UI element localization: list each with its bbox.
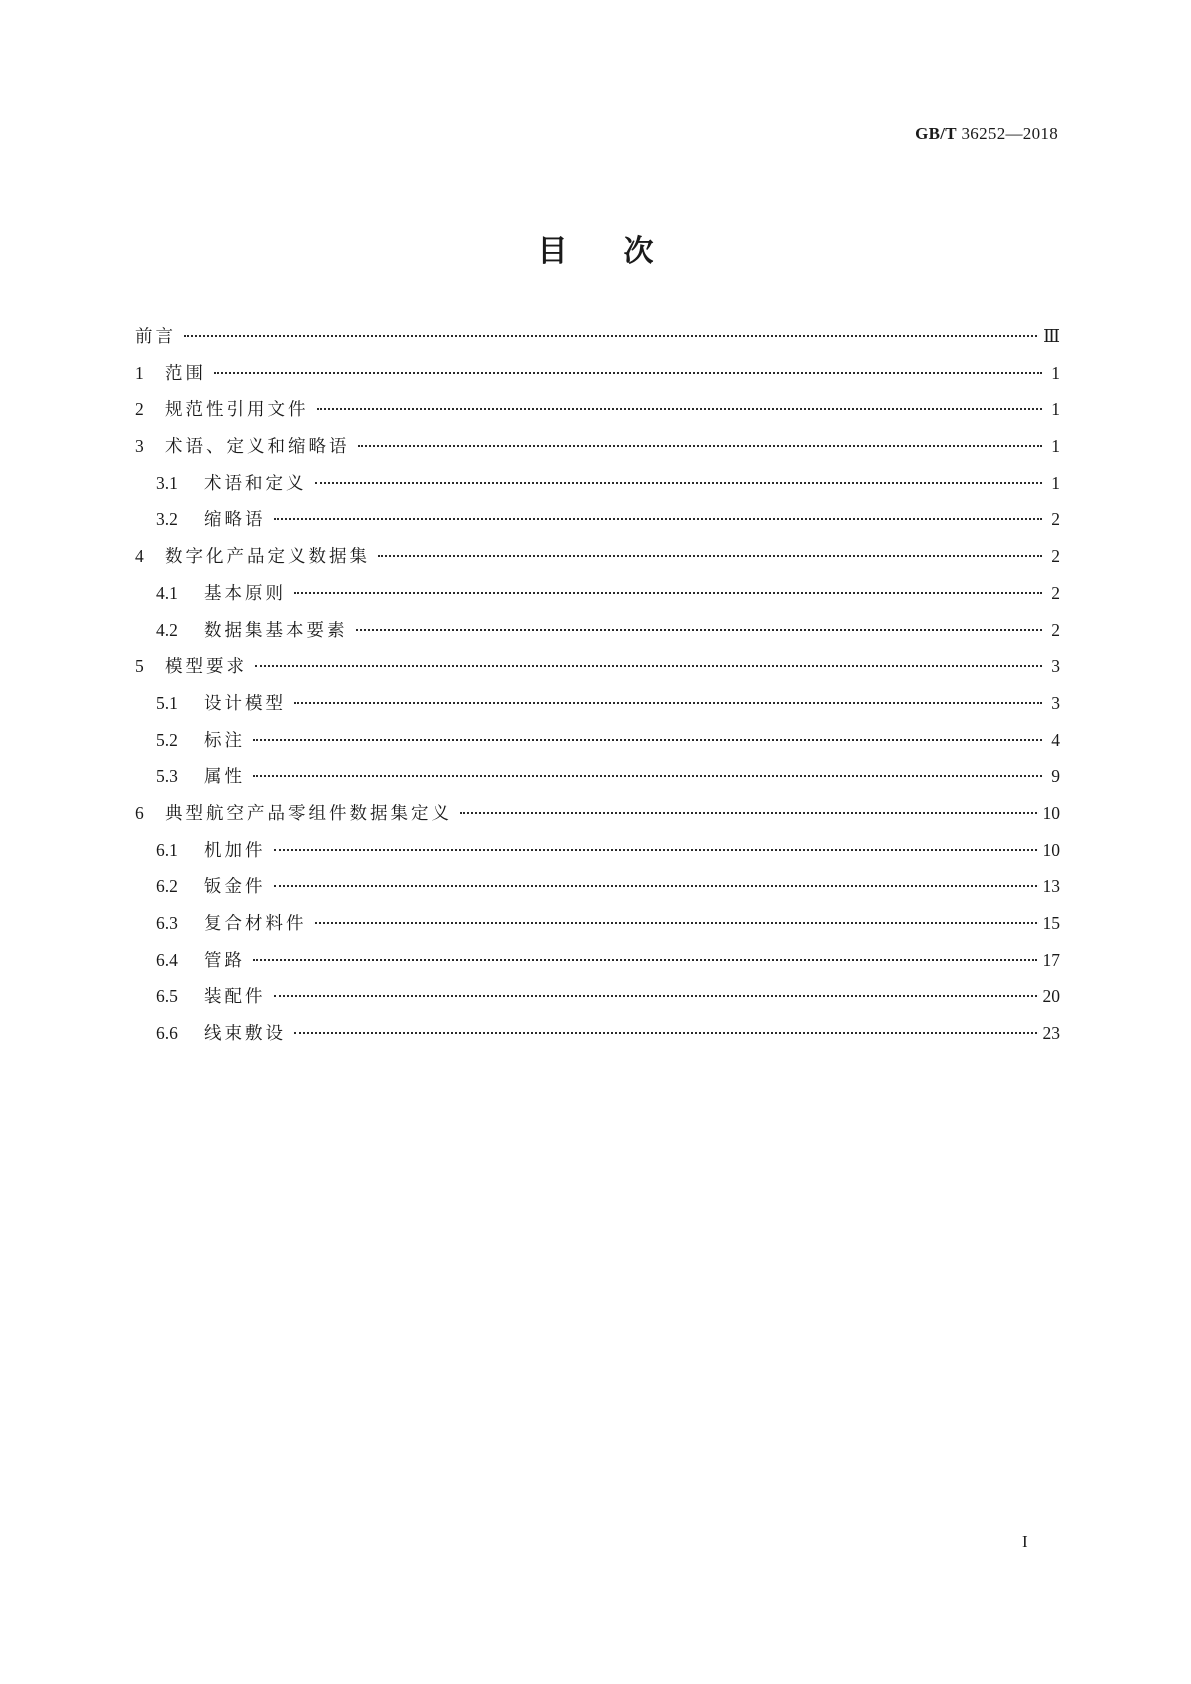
toc-entry-number: 1	[135, 362, 144, 383]
toc-dot-leader	[274, 995, 1037, 997]
toc-entry-number: 3.1	[156, 472, 178, 493]
toc-entry-number: 5.1	[156, 692, 178, 713]
toc-entry-page: 4	[1051, 729, 1060, 750]
toc-dot-leader	[378, 555, 1042, 557]
toc-entry-page: 23	[1042, 1023, 1060, 1044]
toc-dot-leader	[294, 1032, 1037, 1034]
toc-entry-label: 数据集基本要素	[204, 620, 348, 641]
toc-dot-leader	[184, 335, 1037, 337]
toc-entry-label: 范围	[165, 363, 206, 384]
toc-entry-page: 9	[1051, 766, 1060, 787]
toc-entry-label: 基本原则	[204, 583, 286, 604]
toc-entry-page: 2	[1051, 546, 1060, 567]
toc-dot-leader	[274, 849, 1037, 851]
standard-code-prefix: GB/T	[915, 124, 957, 143]
toc-entry-label: 钣金件	[204, 877, 266, 898]
toc-entry[interactable]	[135, 323, 1060, 360]
page-title: 目次	[537, 234, 710, 269]
toc-entry-page: 2	[1051, 619, 1060, 640]
toc-entry[interactable]	[135, 653, 1060, 690]
toc-entry-number: 4.1	[156, 582, 178, 603]
toc-entry-page: Ⅲ	[1043, 326, 1060, 346]
toc-entry-number: 5.3	[156, 766, 178, 787]
toc-entry-label: 前言	[135, 327, 176, 347]
toc-entry-page: 10	[1042, 839, 1060, 860]
toc-entry-label: 典型航空产品零组件数据集定义	[165, 803, 452, 824]
toc-dot-leader	[358, 445, 1043, 447]
toc-entry[interactable]	[135, 873, 1060, 910]
toc-entry-number: 5	[135, 656, 144, 677]
toc-entry-number: 3.2	[156, 509, 178, 530]
toc-entry-page: 1	[1051, 436, 1060, 457]
toc-entry-number: 6.4	[156, 949, 178, 970]
toc-entry[interactable]	[135, 837, 1060, 874]
toc-entry[interactable]	[135, 506, 1060, 543]
toc-dot-leader	[255, 665, 1042, 667]
toc-entry-page: 17	[1042, 949, 1060, 970]
toc-entry-label: 装配件	[204, 987, 266, 1008]
toc-entry-page: 1	[1051, 399, 1060, 420]
toc-entry[interactable]	[135, 1020, 1060, 1057]
toc-dot-leader	[294, 592, 1042, 594]
toc-entry-label: 线束敷设	[204, 1024, 286, 1045]
toc-entry-number: 6.5	[156, 986, 178, 1007]
toc-entry-page: 13	[1042, 876, 1060, 897]
toc-dot-leader	[253, 775, 1042, 777]
toc-entry[interactable]	[135, 983, 1060, 1020]
toc-entry[interactable]	[135, 800, 1060, 837]
toc-entry[interactable]	[135, 910, 1060, 947]
toc-entry-label: 设计模型	[204, 693, 286, 714]
toc-entry[interactable]	[135, 947, 1060, 984]
toc-dot-leader	[460, 812, 1037, 814]
toc-entry-number: 4	[135, 546, 144, 567]
toc-entry-page: 10	[1042, 802, 1060, 823]
toc-entry[interactable]	[135, 727, 1060, 764]
toc-entry[interactable]	[135, 470, 1060, 507]
toc-entry-number: 5.2	[156, 729, 178, 750]
toc-dot-leader	[294, 702, 1042, 704]
toc-dot-leader	[274, 518, 1043, 520]
toc-dot-leader	[253, 739, 1042, 741]
toc-entry-label: 模型要求	[165, 657, 247, 678]
toc-entry-label: 管路	[204, 950, 245, 971]
toc-entry-label: 属性	[204, 767, 245, 788]
toc-entry-number: 3	[135, 436, 144, 457]
table-of-contents	[135, 323, 1060, 1057]
toc-entry[interactable]	[135, 543, 1060, 580]
toc-entry[interactable]	[135, 580, 1060, 617]
toc-entry-number: 6	[135, 802, 144, 823]
toc-entry-page: 15	[1042, 913, 1060, 933]
toc-entry-page: 3	[1051, 656, 1060, 677]
toc-dot-leader	[274, 885, 1037, 887]
toc-entry-number: 6.2	[156, 876, 178, 897]
toc-entry-page: 2	[1051, 509, 1060, 530]
toc-entry-label: 标注	[204, 730, 245, 751]
toc-entry[interactable]	[135, 396, 1060, 433]
toc-entry[interactable]	[135, 360, 1060, 397]
toc-entry-label: 数字化产品定义数据集	[165, 547, 370, 568]
footer-page-number: I	[1022, 1532, 1028, 1551]
toc-entry[interactable]	[135, 617, 1060, 654]
toc-entry-number: 6.3	[156, 913, 178, 933]
toc-entry-label: 机加件	[204, 840, 266, 861]
toc-entry-number: 4.2	[156, 619, 178, 640]
toc-entry-page: 1	[1051, 472, 1060, 493]
toc-entry[interactable]	[135, 690, 1060, 727]
toc-dot-leader	[315, 482, 1043, 484]
toc-entry-page: 20	[1042, 986, 1060, 1007]
toc-entry[interactable]	[135, 433, 1060, 470]
toc-entry-number: 6.1	[156, 839, 178, 860]
toc-entry-page: 1	[1051, 362, 1060, 383]
toc-entry-number: 2	[135, 399, 144, 420]
toc-entry-label: 规范性引用文件	[165, 400, 309, 421]
toc-dot-leader	[214, 372, 1042, 374]
toc-entry-label: 复合材料件	[204, 914, 307, 934]
standard-code	[915, 124, 1058, 144]
toc-entry-page: 2	[1051, 582, 1060, 603]
standard-code-number: 36252—2018	[961, 124, 1058, 143]
toc-entry-label: 缩略语	[204, 510, 266, 531]
toc-dot-leader	[317, 408, 1043, 410]
toc-dot-leader	[253, 959, 1037, 961]
toc-entry[interactable]	[135, 763, 1060, 800]
toc-entry-label: 术语和定义	[204, 473, 307, 494]
toc-dot-leader	[356, 629, 1043, 631]
toc-entry-page: 3	[1051, 692, 1060, 713]
toc-entry-number: 6.6	[156, 1023, 178, 1044]
toc-entry-label: 术语、定义和缩略语	[165, 437, 350, 458]
toc-dot-leader	[315, 922, 1037, 924]
